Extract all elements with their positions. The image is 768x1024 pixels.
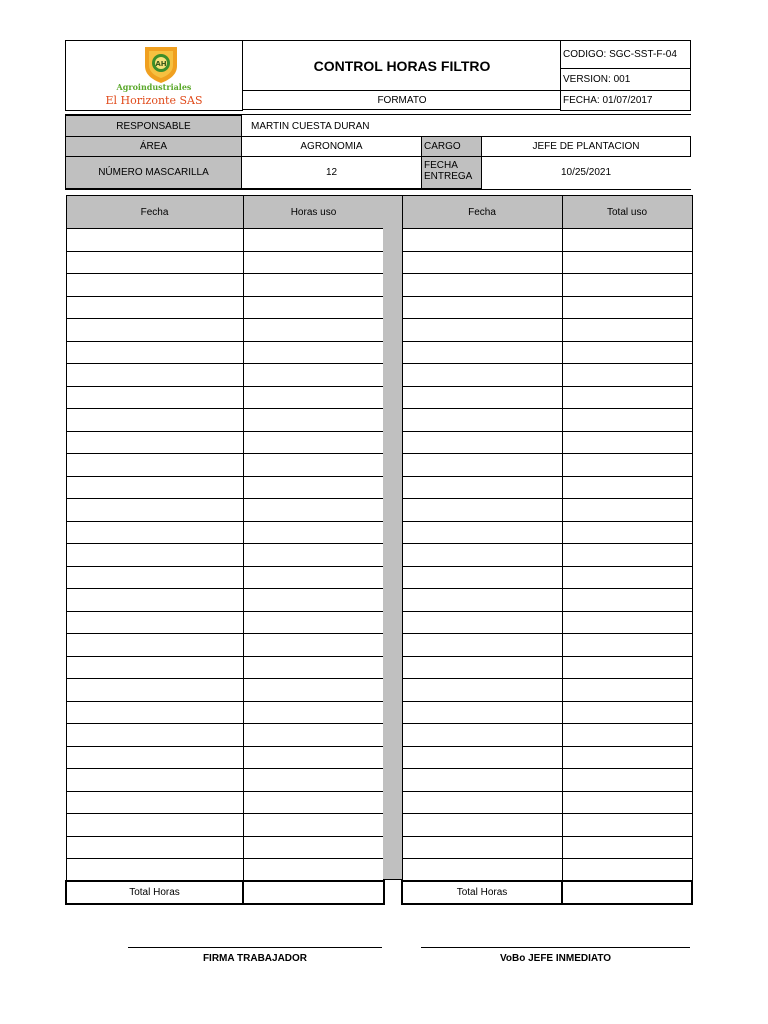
- right-fecha-cell[interactable]: [402, 499, 562, 522]
- right-table-row: [402, 701, 692, 724]
- right-fecha-cell[interactable]: [402, 544, 562, 567]
- right-hours-cell[interactable]: [562, 431, 692, 454]
- right-fecha-cell[interactable]: [402, 679, 562, 702]
- left-fecha-cell[interactable]: [66, 341, 243, 364]
- right-fecha-cell[interactable]: [402, 611, 562, 634]
- left-fecha-cell[interactable]: [66, 566, 243, 589]
- right-hours-cell[interactable]: [562, 544, 692, 567]
- left-fecha-cell[interactable]: [66, 769, 243, 792]
- responsable-value: MARTIN CUESTA DURAN: [251, 120, 370, 132]
- right-fecha-cell[interactable]: [402, 431, 562, 454]
- right-hours-cell[interactable]: [562, 454, 692, 477]
- right-hours-cell[interactable]: [562, 409, 692, 432]
- right-table-row: [402, 769, 692, 792]
- left-hours-cell[interactable]: [243, 409, 384, 432]
- page-title: CONTROL HORAS FILTRO: [243, 40, 561, 91]
- left-hours-cell[interactable]: [243, 319, 384, 342]
- right-hours-cell[interactable]: [562, 611, 692, 634]
- left-fecha-cell[interactable]: [66, 836, 243, 859]
- right-fecha-cell[interactable]: [402, 634, 562, 657]
- right-hours-cell[interactable]: [562, 724, 692, 747]
- left-fecha-cell[interactable]: [66, 634, 243, 657]
- right-table-row: [402, 319, 692, 342]
- right-hours-cell[interactable]: [562, 274, 692, 297]
- left-table-row: [66, 566, 384, 589]
- fecha-entrega-value: 10/25/2021: [560, 167, 612, 178]
- left-fecha-cell[interactable]: [66, 589, 243, 612]
- right-hours-table: [401, 195, 693, 905]
- left-hours-cell[interactable]: [243, 836, 384, 859]
- right-fecha-cell[interactable]: [402, 274, 562, 297]
- right-table-row: [402, 364, 692, 387]
- left-hours-cell[interactable]: [243, 431, 384, 454]
- right-table-row: [402, 746, 692, 769]
- left-hours-cell[interactable]: [243, 679, 384, 702]
- left-hours-cell[interactable]: [243, 859, 384, 882]
- left-fecha-cell[interactable]: [66, 656, 243, 679]
- right-fecha-cell[interactable]: [402, 701, 562, 724]
- center-separator: [383, 195, 402, 880]
- left-table-row: [66, 836, 384, 859]
- right-table-row: [402, 566, 692, 589]
- left-table-row: [66, 544, 384, 567]
- right-hours-cell[interactable]: [562, 656, 692, 679]
- right-fecha-cell[interactable]: [402, 454, 562, 477]
- right-hours-cell[interactable]: [562, 634, 692, 657]
- left-table-row: [66, 431, 384, 454]
- left-hours-cell[interactable]: [243, 566, 384, 589]
- left-fecha-cell[interactable]: [66, 544, 243, 567]
- responsable-label: RESPONSABLE: [65, 115, 242, 137]
- left-hours-cell[interactable]: [243, 296, 384, 319]
- right-header-row: [402, 196, 692, 229]
- cargo-label: CARGO: [421, 136, 482, 157]
- left-fecha-cell[interactable]: [66, 521, 243, 544]
- left-fecha-cell[interactable]: [66, 229, 243, 252]
- left-fecha-cell[interactable]: [66, 364, 243, 387]
- left-table-row: [66, 656, 384, 679]
- form-type-label: FORMATO: [243, 90, 561, 110]
- left-fecha-cell[interactable]: [66, 319, 243, 342]
- right-table-row: [402, 544, 692, 567]
- right-table-row: [402, 589, 692, 612]
- left-table-row: [66, 499, 384, 522]
- logo-line-1: Agroindustriales: [116, 82, 192, 92]
- area-label: ÁREA: [65, 136, 242, 157]
- left-hours-cell[interactable]: [243, 476, 384, 499]
- left-table-row: [66, 859, 384, 882]
- right-table-row: [402, 296, 692, 319]
- left-table-row: [66, 296, 384, 319]
- right-table-row: [402, 791, 692, 814]
- doc-date: FECHA: 01/07/2017: [560, 90, 691, 111]
- right-hours-cell[interactable]: [562, 521, 692, 544]
- left-fecha-cell[interactable]: [66, 454, 243, 477]
- right-table-row: [402, 859, 692, 882]
- cargo-value: JEFE DE PLANTACION: [481, 136, 691, 157]
- left-table-row: [66, 724, 384, 747]
- right-fecha-cell[interactable]: [402, 319, 562, 342]
- left-table-row: [66, 634, 384, 657]
- right-table-row: [402, 454, 692, 477]
- right-table-row: [402, 836, 692, 859]
- left-fecha-cell[interactable]: [66, 814, 243, 837]
- left-table-row: [66, 364, 384, 387]
- left-table-row: [66, 791, 384, 814]
- right-fecha-cell[interactable]: [402, 814, 562, 837]
- left-hours-cell[interactable]: [243, 814, 384, 837]
- left-hours-cell[interactable]: [243, 656, 384, 679]
- right-table-row: [402, 679, 692, 702]
- supervisor-signature-label: VoBo JEFE INMEDIATO: [499, 953, 612, 964]
- left-fecha-cell[interactable]: [66, 476, 243, 499]
- left-fecha-cell[interactable]: [66, 431, 243, 454]
- right-total-value[interactable]: [562, 881, 692, 904]
- left-fecha-cell[interactable]: [66, 499, 243, 522]
- right-total-label: Total Horas: [402, 881, 562, 904]
- right-hours-cell[interactable]: [562, 791, 692, 814]
- right-table-row: [402, 251, 692, 274]
- left-total-value[interactable]: [243, 881, 384, 904]
- right-col-total-uso: Total uso: [562, 196, 692, 229]
- right-table-row: [402, 431, 692, 454]
- right-hours-cell[interactable]: [562, 566, 692, 589]
- right-fecha-cell[interactable]: [402, 521, 562, 544]
- right-fecha-cell[interactable]: [402, 341, 562, 364]
- area-value: AGRONOMIA: [241, 136, 422, 157]
- right-hours-cell[interactable]: [562, 229, 692, 252]
- right-hours-cell[interactable]: [562, 701, 692, 724]
- logo-line-2: El Horizonte SAS: [105, 94, 203, 107]
- left-table-row: [66, 746, 384, 769]
- left-table-row: [66, 319, 384, 342]
- left-hours-cell[interactable]: [243, 229, 384, 252]
- right-table-row: [402, 634, 692, 657]
- right-fecha-cell[interactable]: [402, 386, 562, 409]
- right-table-row: [402, 274, 692, 297]
- fecha-entrega-label: FECHA ENTREGA: [421, 156, 482, 189]
- left-fecha-cell[interactable]: [66, 791, 243, 814]
- right-table-row: [402, 409, 692, 432]
- right-table-row: [402, 341, 692, 364]
- right-hours-cell[interactable]: [562, 364, 692, 387]
- left-hours-cell[interactable]: [243, 499, 384, 522]
- right-fecha-cell[interactable]: [402, 589, 562, 612]
- right-table-row: [402, 521, 692, 544]
- left-total-label: Total Horas: [66, 881, 243, 904]
- left-fecha-cell[interactable]: [66, 386, 243, 409]
- left-hours-cell[interactable]: [243, 724, 384, 747]
- worker-signature-line: [128, 947, 382, 948]
- left-col-horas-uso: Horas uso: [243, 196, 384, 229]
- left-hours-cell[interactable]: [243, 544, 384, 567]
- left-table-row: [66, 769, 384, 792]
- left-table-row: [66, 409, 384, 432]
- right-hours-cell[interactable]: [562, 319, 692, 342]
- left-table-row: [66, 679, 384, 702]
- right-fecha-cell[interactable]: [402, 859, 562, 882]
- right-hours-cell[interactable]: [562, 679, 692, 702]
- left-table-row: [66, 611, 384, 634]
- left-hours-cell[interactable]: [243, 769, 384, 792]
- left-table-row: [66, 274, 384, 297]
- left-fecha-cell[interactable]: [66, 724, 243, 747]
- left-fecha-cell[interactable]: [66, 409, 243, 432]
- right-fecha-cell[interactable]: [402, 476, 562, 499]
- right-table-row: [402, 229, 692, 252]
- left-fecha-cell[interactable]: [66, 274, 243, 297]
- right-fecha-cell[interactable]: [402, 656, 562, 679]
- left-table-row: [66, 476, 384, 499]
- left-fecha-cell[interactable]: [66, 611, 243, 634]
- right-table-row: [402, 476, 692, 499]
- left-table-row: [66, 701, 384, 724]
- left-hours-cell[interactable]: [243, 521, 384, 544]
- right-table-row: [402, 656, 692, 679]
- right-col-fecha: Fecha: [402, 196, 562, 229]
- right-fecha-cell[interactable]: [402, 836, 562, 859]
- right-fecha-cell[interactable]: [402, 791, 562, 814]
- right-fecha-cell[interactable]: [402, 229, 562, 252]
- left-col-fecha: Fecha: [66, 196, 243, 229]
- left-hours-cell[interactable]: [243, 251, 384, 274]
- left-fecha-cell[interactable]: [66, 746, 243, 769]
- left-fecha-cell[interactable]: [66, 296, 243, 319]
- right-total-row: [402, 881, 692, 904]
- right-hours-cell[interactable]: [562, 746, 692, 769]
- doc-code: CODIGO: SGC-SST-F-04: [560, 40, 691, 69]
- right-hours-cell[interactable]: [562, 836, 692, 859]
- right-fecha-cell[interactable]: [402, 746, 562, 769]
- left-hours-table: [65, 195, 385, 905]
- right-table-row: [402, 814, 692, 837]
- right-table-row: [402, 386, 692, 409]
- left-table-row: [66, 251, 384, 274]
- left-hours-cell[interactable]: [243, 634, 384, 657]
- worker-signature-label: FIRMA TRABAJADOR: [202, 953, 308, 964]
- right-fecha-cell[interactable]: [402, 251, 562, 274]
- left-hours-cell[interactable]: [243, 274, 384, 297]
- left-hours-cell[interactable]: [243, 746, 384, 769]
- left-fecha-cell[interactable]: [66, 859, 243, 882]
- right-fecha-cell[interactable]: [402, 769, 562, 792]
- right-table-row: [402, 724, 692, 747]
- mascarilla-value: 12: [241, 156, 422, 189]
- left-hours-cell[interactable]: [243, 341, 384, 364]
- mascarilla-label: NÚMERO MASCARILLA: [65, 156, 242, 189]
- left-hours-cell[interactable]: [243, 791, 384, 814]
- left-fecha-cell[interactable]: [66, 251, 243, 274]
- left-table-row: [66, 386, 384, 409]
- company-logo-icon: [141, 44, 181, 84]
- left-table-row: [66, 341, 384, 364]
- right-hours-cell[interactable]: [562, 769, 692, 792]
- left-fecha-cell[interactable]: [66, 701, 243, 724]
- right-hours-cell[interactable]: [562, 499, 692, 522]
- left-hours-cell[interactable]: [243, 701, 384, 724]
- right-hours-cell[interactable]: [562, 386, 692, 409]
- left-hours-cell[interactable]: [243, 386, 384, 409]
- right-table-row: [402, 499, 692, 522]
- svg-text:AH: AH: [155, 60, 167, 68]
- left-table-row: [66, 521, 384, 544]
- right-table-row: [402, 611, 692, 634]
- right-fecha-cell[interactable]: [402, 296, 562, 319]
- left-table-row: [66, 589, 384, 612]
- left-fecha-cell[interactable]: [66, 679, 243, 702]
- left-hours-cell[interactable]: [243, 454, 384, 477]
- right-fecha-cell[interactable]: [402, 409, 562, 432]
- right-fecha-cell[interactable]: [402, 724, 562, 747]
- info-divider: [65, 189, 691, 190]
- right-fecha-cell[interactable]: [402, 566, 562, 589]
- left-table-row: [66, 454, 384, 477]
- right-hours-cell[interactable]: [562, 589, 692, 612]
- right-hours-cell[interactable]: [562, 814, 692, 837]
- doc-version: VERSION: 001: [560, 68, 691, 91]
- right-hours-cell[interactable]: [562, 859, 692, 882]
- left-table-row: [66, 229, 384, 252]
- left-total-row: [66, 881, 384, 904]
- left-hours-cell[interactable]: [243, 589, 384, 612]
- right-fecha-cell[interactable]: [402, 364, 562, 387]
- left-hours-cell[interactable]: [243, 611, 384, 634]
- right-hours-cell[interactable]: [562, 341, 692, 364]
- right-hours-cell[interactable]: [562, 251, 692, 274]
- left-table-row: [66, 814, 384, 837]
- supervisor-signature-line: [421, 947, 690, 948]
- logo-cell: [65, 40, 243, 111]
- right-hours-cell[interactable]: [562, 476, 692, 499]
- left-header-row: [66, 196, 384, 229]
- left-hours-cell[interactable]: [243, 364, 384, 387]
- right-hours-cell[interactable]: [562, 296, 692, 319]
